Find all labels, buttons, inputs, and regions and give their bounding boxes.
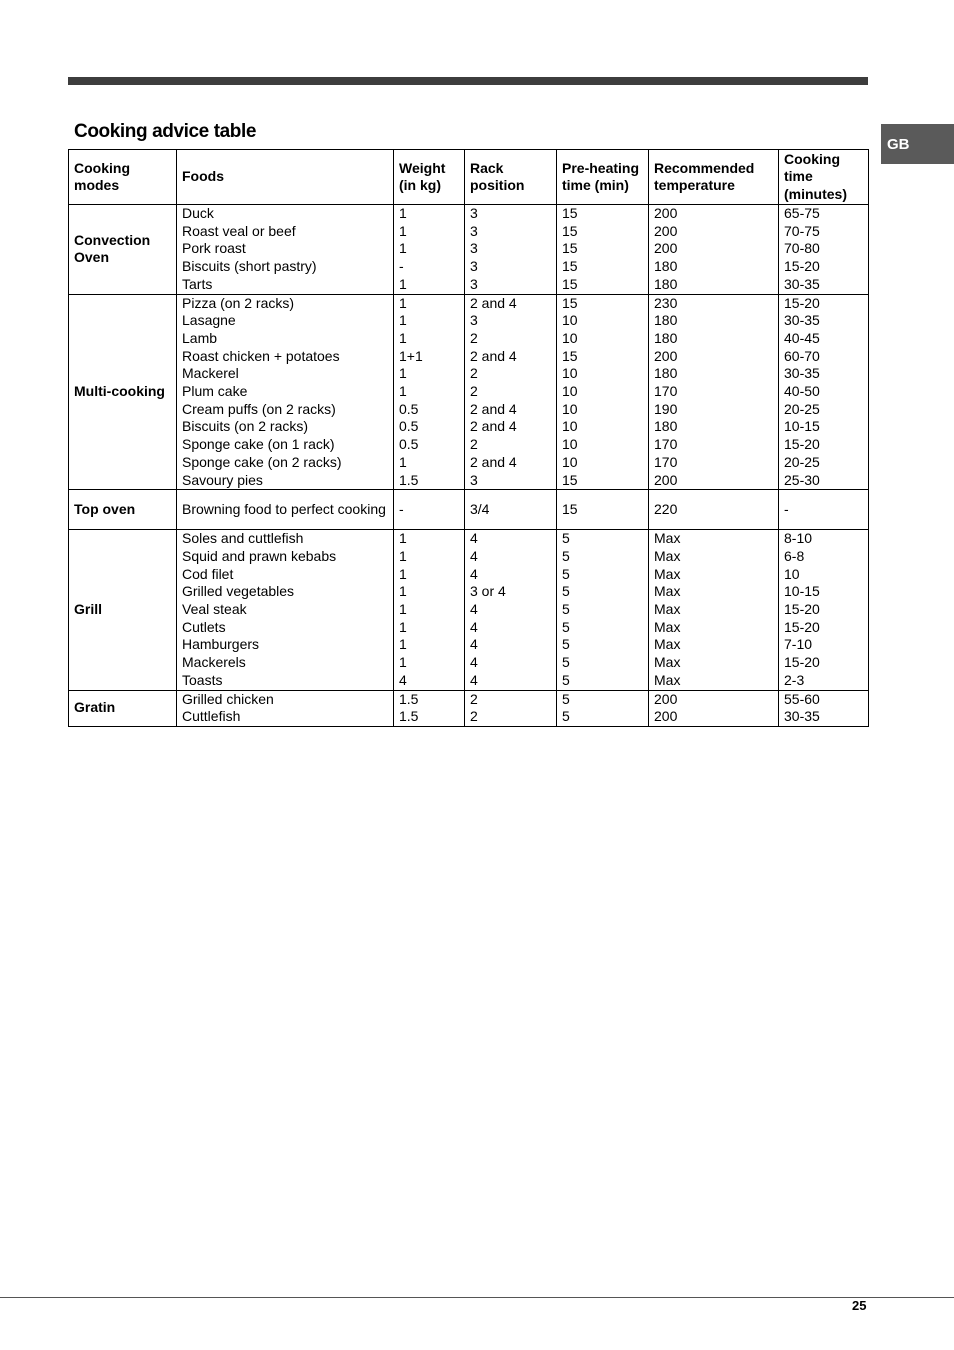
cooking-time-cell: [779, 205, 869, 295]
temperature-value: Max: [654, 654, 681, 671]
temperature-cell: [649, 294, 779, 490]
cooking-time-cell: [779, 490, 869, 530]
rack-position-value: 2: [470, 365, 478, 382]
rack-position-value: 3: [470, 205, 478, 221]
temperature-value: Max: [654, 530, 681, 547]
weight-value: 0.5: [399, 436, 419, 453]
preheating-time-value: 5: [562, 671, 570, 688]
header-line: position: [470, 177, 525, 193]
header-line: Weight: [399, 159, 446, 176]
rack-position-value: 2: [470, 708, 478, 725]
preheating-time-value: 5: [562, 530, 570, 547]
food-value: Browning food to perfect cooking: [182, 500, 386, 517]
rack-position-value: 3/4: [470, 500, 490, 517]
weight-cell: [394, 690, 465, 726]
cooking-time-value: 40-45: [784, 329, 820, 346]
rack-position-value: 4: [470, 601, 478, 618]
cooking-time-value: 15-20: [784, 601, 820, 618]
weight-value: 1: [399, 365, 407, 382]
header-preheating-time: [557, 150, 649, 205]
food-value: Grilled chicken: [182, 690, 274, 707]
rack-position-value: 2 and 4: [470, 418, 517, 435]
preheating-time-value: 5: [562, 708, 570, 725]
weight-value: 1: [399, 312, 407, 329]
table-row: [69, 205, 869, 295]
preheating-time-cell: [557, 294, 649, 490]
temperature-value: 180: [654, 275, 678, 292]
preheating-time-value: 5: [562, 636, 570, 653]
weight-value: 1: [399, 240, 407, 257]
preheating-time-value: 10: [562, 329, 578, 346]
preheating-time-value: 5: [562, 618, 570, 635]
preheating-time-value: 5: [562, 583, 570, 600]
food-value: Grilled vegetables: [182, 583, 295, 600]
temperature-value: Max: [654, 583, 681, 600]
page-number: 25: [852, 1298, 867, 1313]
preheating-time-value: 15: [562, 294, 578, 311]
food-value: Plum cake: [182, 383, 248, 400]
rack-position-value: 4: [470, 618, 478, 635]
header-line: Pre-heating: [562, 159, 640, 176]
food-value: Duck: [182, 205, 214, 221]
preheating-time-value: 15: [562, 347, 578, 364]
food-value: Hamburgers: [182, 636, 260, 653]
page-title: Cooking advice table: [74, 121, 257, 142]
cooking-time-value: 15-20: [784, 618, 820, 635]
rack-position-value: 4: [470, 547, 478, 564]
preheating-time-value: 5: [562, 565, 570, 582]
weight-value: -: [399, 258, 404, 275]
food-value: Toasts: [182, 671, 223, 688]
weight-value: 1: [399, 205, 407, 221]
temperature-value: Max: [654, 601, 681, 618]
header-line: Cooking: [74, 159, 130, 176]
preheating-time-value: 10: [562, 383, 578, 400]
temperature-value: Max: [654, 636, 681, 653]
temperature-value: 200: [654, 205, 678, 221]
temperature-value: 180: [654, 312, 678, 329]
cooking-time-value: 7-10: [784, 636, 813, 653]
weight-value: 1: [399, 329, 407, 346]
food-value: Cuttlefish: [182, 708, 241, 725]
food-value: Sponge cake (on 2 racks): [182, 453, 342, 470]
cooking-time-value: 55-60: [784, 690, 820, 707]
rack-position-value: 2: [470, 436, 478, 453]
preheating-time-value: 15: [562, 471, 578, 488]
food-cell: [177, 294, 394, 490]
cooking-time-value: 2-3: [784, 671, 805, 688]
preheating-time-value: 10: [562, 312, 578, 329]
rack-position-value: 3: [470, 471, 478, 488]
top-rule: [68, 77, 868, 85]
rack-position-value: 4: [470, 530, 478, 547]
preheating-time-cell: [557, 690, 649, 726]
header-line: time: [784, 168, 813, 185]
table-row: [69, 294, 869, 490]
food-value: Lamb: [182, 329, 218, 346]
food-value: Squid and prawn kebabs: [182, 547, 337, 564]
temperature-value: 220: [654, 500, 678, 517]
weight-value: 0.5: [399, 418, 419, 435]
rack-position-value: 2 and 4: [470, 347, 517, 364]
preheating-time-value: 15: [562, 500, 578, 517]
weight-cell: [394, 490, 465, 530]
preheating-time-cell: [557, 490, 649, 530]
cooking-time-value: 40-50: [784, 383, 820, 400]
temperature-value: Max: [654, 547, 681, 564]
rack-position-cell: [465, 205, 557, 295]
food-cell: [177, 205, 394, 295]
footer-rule: [0, 1297, 954, 1298]
rack-position-cell: [465, 294, 557, 490]
cooking-time-value: 30-35: [784, 312, 820, 329]
temperature-value: 170: [654, 453, 678, 470]
preheating-time-value: 10: [562, 365, 578, 382]
cooking-advice-table: [68, 149, 869, 727]
rack-position-value: 4: [470, 565, 478, 582]
cooking-time-value: 70-80: [784, 240, 820, 257]
food-value: Sponge cake (on 1 rack): [182, 436, 335, 453]
food-value: Tarts: [182, 275, 213, 292]
cooking-time-value: 15-20: [784, 654, 820, 671]
header-line: time (min): [562, 177, 629, 193]
weight-cell: [394, 294, 465, 490]
temperature-value: 200: [654, 690, 678, 707]
temperature-value: Max: [654, 618, 681, 635]
header-foods: [177, 150, 394, 205]
rack-position-value: 2 and 4: [470, 453, 517, 470]
cooking-time-value: 10-15: [784, 418, 820, 435]
rack-position-value: 4: [470, 671, 478, 688]
table-header-row: [69, 150, 869, 205]
weight-value: 4: [399, 671, 407, 688]
food-value: Roast chicken + potatoes: [182, 347, 340, 364]
rack-position-value: 3: [470, 240, 478, 257]
weight-value: 0.5: [399, 400, 419, 417]
rack-position-value: 4: [470, 636, 478, 653]
table-row: [69, 530, 869, 690]
cooking-mode-cell: Grill: [69, 530, 177, 690]
temperature-value: 170: [654, 383, 678, 400]
cooking-mode-cell: Top oven: [69, 490, 177, 530]
cooking-time-value: 25-30: [784, 471, 820, 488]
temperature-value: Max: [654, 671, 681, 688]
temperature-value: 230: [654, 294, 678, 311]
cooking-mode-cell: Convection Oven: [69, 205, 177, 295]
weight-value: 1: [399, 618, 407, 635]
food-value: Mackerel: [182, 365, 239, 382]
preheating-time-value: 15: [562, 275, 578, 292]
cooking-time-cell: [779, 530, 869, 690]
cooking-time-value: 70-75: [784, 222, 820, 239]
preheating-time-value: 5: [562, 601, 570, 618]
cooking-mode-cell: Gratin: [69, 690, 177, 726]
cooking-time-value: 15-20: [784, 258, 820, 275]
cooking-time-value: 20-25: [784, 453, 820, 470]
cooking-time-value: 20-25: [784, 400, 820, 417]
temperature-cell: [649, 530, 779, 690]
rack-position-value: 3 or 4: [470, 583, 506, 600]
rack-position-value: 3: [470, 312, 478, 329]
cooking-time-value: 65-75: [784, 205, 820, 221]
header-cooking-modes: [69, 150, 177, 205]
temperature-cell: [649, 205, 779, 295]
food-cell: [177, 530, 394, 690]
food-value: Pizza (on 2 racks): [182, 294, 295, 311]
food-value: Biscuits (short pastry): [182, 258, 317, 275]
temperature-value: 200: [654, 471, 678, 488]
food-value: Cod filet: [182, 565, 234, 582]
header-line: Rack: [470, 159, 504, 176]
weight-value: 1: [399, 453, 407, 470]
header-line: Recommended: [654, 159, 755, 176]
table-row: [69, 690, 869, 726]
cooking-time-value: 30-35: [784, 708, 820, 725]
table-body: [69, 205, 869, 727]
rack-position-value: 3: [470, 275, 478, 292]
food-value: Roast veal or beef: [182, 222, 296, 239]
temperature-value: 180: [654, 258, 678, 275]
header-line: Foods: [182, 168, 224, 185]
weight-value: 1: [399, 222, 407, 239]
cooking-time-value: -: [784, 500, 789, 517]
cooking-time-value: 15-20: [784, 294, 820, 311]
weight-value: 1: [399, 383, 407, 400]
temperature-value: 200: [654, 222, 678, 239]
cooking-time-value: 30-35: [784, 365, 820, 382]
weight-value: 1: [399, 636, 407, 653]
header-line: modes: [74, 177, 120, 193]
preheating-time-value: 15: [562, 240, 578, 257]
temperature-value: 200: [654, 240, 678, 257]
food-value: Cream puffs (on 2 racks): [182, 400, 336, 417]
rack-position-value: 2 and 4: [470, 400, 517, 417]
header-line: (minutes): [784, 185, 847, 202]
rack-position-value: 2: [470, 383, 478, 400]
food-value: Lasagne: [182, 312, 236, 329]
weight-value: 1.5: [399, 690, 419, 707]
preheating-time-cell: [557, 205, 649, 295]
rack-position-cell: [465, 530, 557, 690]
cooking-mode-cell: Multi-cooking: [69, 294, 177, 490]
weight-cell: [394, 530, 465, 690]
weight-value: 1: [399, 275, 407, 292]
rack-position-value: 2: [470, 690, 478, 707]
rack-position-value: 4: [470, 654, 478, 671]
food-value: Soles and cuttlefish: [182, 530, 304, 547]
temperature-value: 180: [654, 418, 678, 435]
preheating-time-value: 10: [562, 418, 578, 435]
weight-value: 1.5: [399, 708, 419, 725]
food-value: Biscuits (on 2 racks): [182, 418, 309, 435]
header-line: temperature: [654, 177, 735, 193]
temperature-value: 180: [654, 329, 678, 346]
cooking-time-value: 15-20: [784, 436, 820, 453]
header-cooking-time: [779, 150, 869, 205]
cooking-time-cell: [779, 294, 869, 490]
rack-position-cell: [465, 690, 557, 726]
header-rack-position: [465, 150, 557, 205]
food-value: Cutlets: [182, 618, 226, 635]
weight-value: 1: [399, 583, 407, 600]
weight-value: 1.5: [399, 471, 419, 488]
temperature-value: 190: [654, 400, 678, 417]
temperature-value: 200: [654, 708, 678, 725]
temperature-value: 170: [654, 436, 678, 453]
preheating-time-value: 15: [562, 222, 578, 239]
food-cell: [177, 690, 394, 726]
preheating-time-value: 10: [562, 400, 578, 417]
preheating-time-value: 5: [562, 690, 570, 707]
food-cell: [177, 490, 394, 530]
preheating-time-cell: [557, 530, 649, 690]
cooking-time-value: 10: [784, 565, 800, 582]
weight-value: -: [399, 500, 404, 517]
weight-value: 1: [399, 565, 407, 582]
rack-position-value: 3: [470, 258, 478, 275]
cooking-time-value: 30-35: [784, 275, 820, 292]
temperature-value: 180: [654, 365, 678, 382]
weight-value: 1: [399, 601, 407, 618]
rack-position-value: 2 and 4: [470, 294, 517, 311]
temperature-cell: [649, 690, 779, 726]
rack-position-cell: [465, 490, 557, 530]
cooking-time-value: 8-10: [784, 530, 813, 547]
weight-value: 1: [399, 530, 407, 547]
preheating-time-value: 10: [562, 453, 578, 470]
food-value: Veal steak: [182, 601, 247, 618]
table-row: [69, 490, 869, 530]
temperature-value: 200: [654, 347, 678, 364]
rack-position-value: 3: [470, 222, 478, 239]
preheating-time-value: 15: [562, 205, 578, 221]
preheating-time-value: 5: [562, 547, 570, 564]
weight-value: 1: [399, 547, 407, 564]
weight-value: 1+1: [399, 347, 423, 364]
header-recommended-temperature: [649, 150, 779, 205]
preheating-time-value: 10: [562, 436, 578, 453]
language-tab: GB: [881, 124, 954, 164]
preheating-time-value: 5: [562, 654, 570, 671]
cooking-time-value: 6-8: [784, 547, 805, 564]
weight-value: 1: [399, 294, 407, 311]
weight-value: 1: [399, 654, 407, 671]
temperature-cell: [649, 490, 779, 530]
rack-position-value: 2: [470, 329, 478, 346]
header-weight: [394, 150, 465, 205]
food-value: Mackerels: [182, 654, 246, 671]
food-value: Pork roast: [182, 240, 246, 257]
cooking-time-value: 60-70: [784, 347, 820, 364]
header-line: Cooking: [784, 150, 840, 167]
cooking-time-value: 10-15: [784, 583, 820, 600]
preheating-time-value: 15: [562, 258, 578, 275]
food-value: Savoury pies: [182, 471, 263, 488]
temperature-value: Max: [654, 565, 681, 582]
header-line: (in kg): [399, 177, 441, 193]
cooking-time-cell: [779, 690, 869, 726]
weight-cell: [394, 205, 465, 295]
